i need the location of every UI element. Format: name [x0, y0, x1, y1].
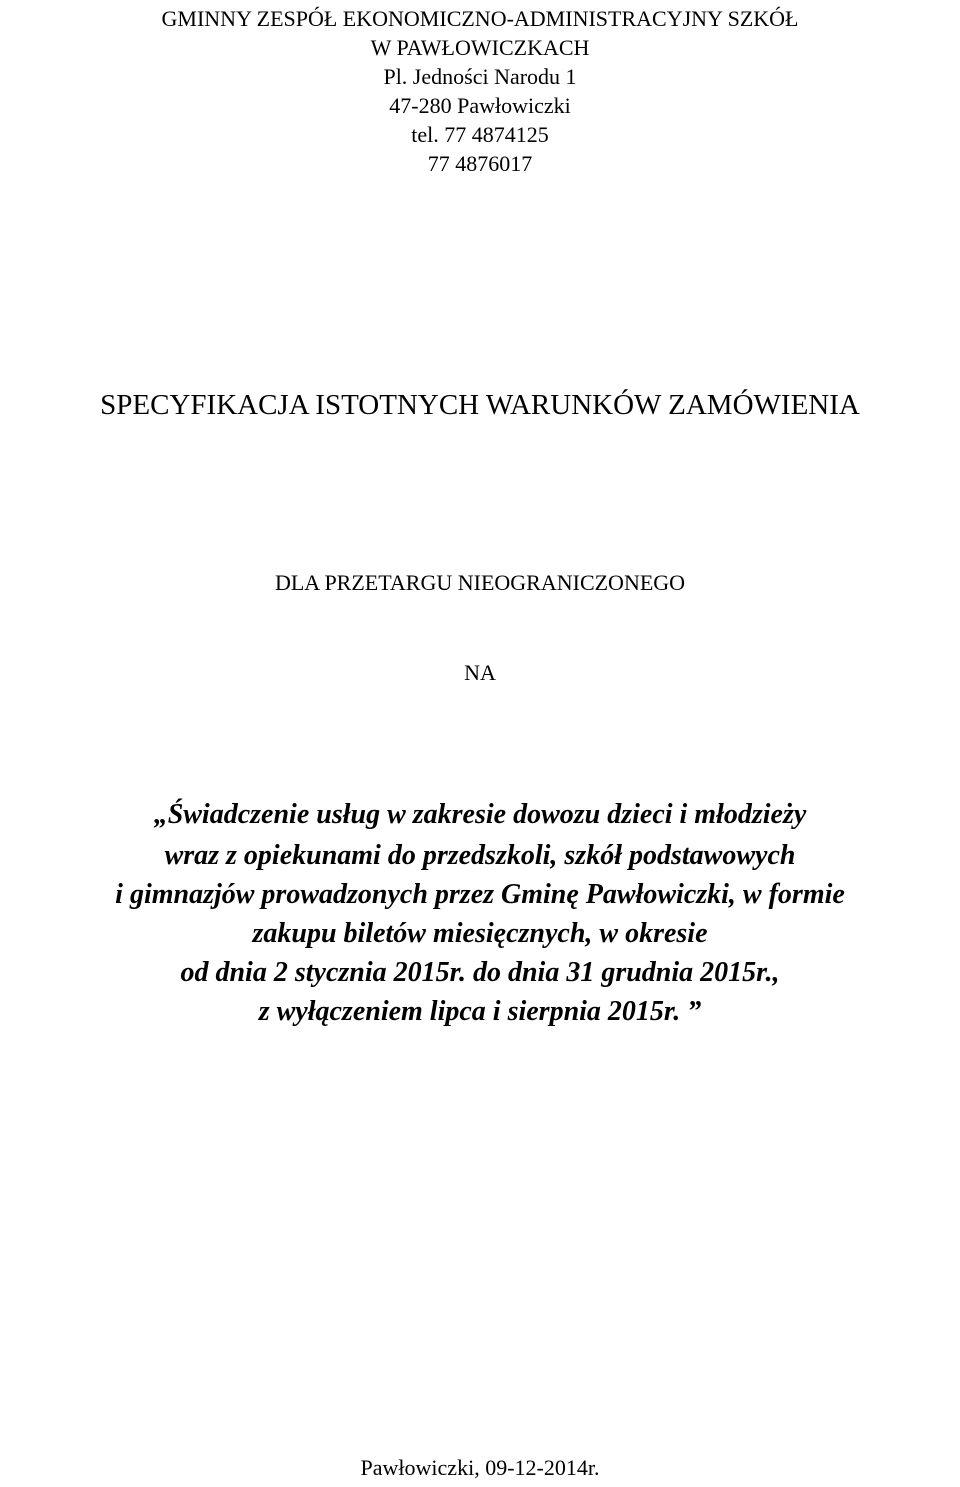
procedure-type: DLA PRZETARGU NIEOGRANICZONEGO: [274, 570, 686, 595]
subject-line: z wyłączeniem lipca i sierpnia 2015r. ”: [258, 996, 702, 1027]
school-location: W PAWŁOWICZKACH: [370, 35, 590, 60]
document-title: SPECYFIKACJA ISTOTNYCH WARUNKÓW ZAMÓWIENIA: [100, 389, 860, 421]
phone-1: tel. 77 4874125: [411, 122, 549, 147]
subject-line: wraz z opiekunami do przedszkoli, szkół podstawowych: [164, 840, 796, 871]
subject-line: i gimnazjów prowadzonych przez Gminę Pawłowiczki, w formie: [115, 879, 845, 910]
phone-2: 77 4876017: [427, 151, 533, 176]
postal-address: 47-280 Pawłowiczki: [389, 93, 571, 118]
street-address: Pl. Jedności Narodu 1: [383, 64, 577, 89]
na-label: NA: [464, 660, 496, 685]
place-date: Pawłowiczki, 09-12-2014r.: [360, 1455, 600, 1480]
subject-line: od dnia 2 stycznia 2015r. do dnia 31 grudnia 2015r.,: [180, 957, 780, 988]
school-name: GMINNY ZESPÓŁ EKONOMICZNO-ADMINISTRACYJNY SZKÓŁ: [161, 6, 799, 31]
subject-line: zakupu biletów miesięcznych, w okresie: [252, 918, 708, 949]
subject-line: „Świadczenie usług w zakresie dowozu dzieci i młodzieży: [153, 799, 807, 830]
